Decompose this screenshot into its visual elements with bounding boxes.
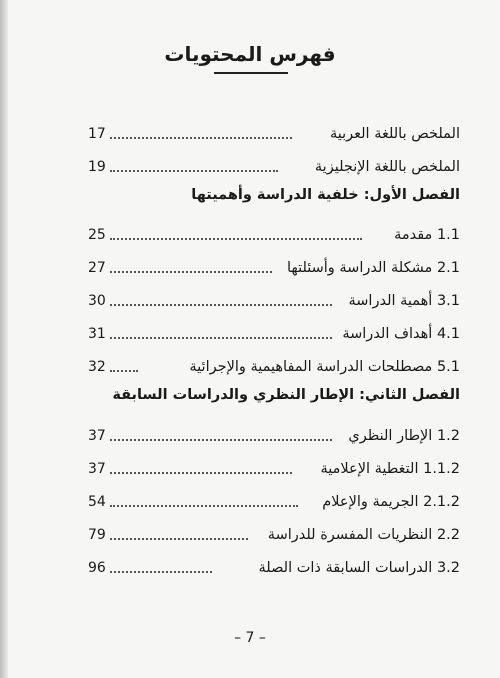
toc-entry xyxy=(88,420,460,446)
toc-entry-label: 2.1 مشكلة الدراسة وأسئلتها xyxy=(286,260,460,276)
page-title: فهرس المحتويات xyxy=(164,42,336,66)
toc-entry-page: 19 xyxy=(88,159,106,175)
toc-entry-page: 54 xyxy=(88,494,106,510)
toc-leader-dots xyxy=(110,304,332,306)
toc-leader-dots xyxy=(110,337,332,339)
toc-entry-label: 3.2 الدراسات السابقة ذات الصلة xyxy=(258,560,460,576)
toc-entry-page: 30 xyxy=(88,293,106,309)
toc-entry-page: 96 xyxy=(88,560,106,576)
toc-entry xyxy=(88,552,460,578)
toc-entry xyxy=(88,285,460,311)
toc-entry-label: 2.1.2 الجريمة والإعلام xyxy=(322,494,460,510)
toc-entry xyxy=(88,351,460,377)
toc-entry-label: الملخص باللغة الإنجليزية xyxy=(314,159,460,175)
toc-entry xyxy=(88,118,460,144)
chapter-heading-1: الفصل الأول: خلفية الدراسة وأهميتها xyxy=(191,187,460,203)
toc-leader-dots xyxy=(110,370,138,372)
toc-entry-label: 1.1 مقدمة xyxy=(394,227,460,243)
toc-entry-label: 1.1.2 التغطية الإعلامية xyxy=(320,461,460,477)
toc-leader-dots xyxy=(110,439,332,441)
chapter-heading-2: الفصل الثاني: الإطار النظري والدراسات السابقة xyxy=(112,387,460,403)
toc-leader-dots xyxy=(110,271,272,273)
toc-entry-label: الملخص باللغة العربية xyxy=(329,126,460,142)
toc-entry xyxy=(88,252,460,278)
toc-entry-label: 2.2 النظريات المفسرة للدراسة xyxy=(267,527,460,543)
toc-entry-page: 17 xyxy=(88,126,106,142)
toc-entry xyxy=(88,318,460,344)
toc-leader-dots xyxy=(110,538,248,540)
toc-leader-dots xyxy=(110,137,292,139)
toc-leader-dots xyxy=(110,170,278,172)
toc-entry xyxy=(88,519,460,545)
toc-entry-label: 5.1 مصطلحات الدراسة المفاهيمية والإجرائية xyxy=(189,359,460,375)
toc-entry-label: 1.2 الإطار النظري xyxy=(348,428,460,444)
title-underline xyxy=(214,72,288,74)
toc-leader-dots xyxy=(110,238,362,240)
toc-leader-dots xyxy=(110,571,212,573)
toc-entry-label: 3.1 أهمية الدراسة xyxy=(348,293,460,309)
toc-entry xyxy=(88,486,460,512)
toc-leader-dots xyxy=(110,472,292,474)
toc-entry-page: 25 xyxy=(88,227,106,243)
toc-entry xyxy=(88,151,460,177)
page-number-footer: – 7 – xyxy=(234,630,266,646)
toc-entry xyxy=(88,219,460,245)
toc-entry-page: 31 xyxy=(88,326,106,342)
toc-entry-page: 32 xyxy=(88,359,106,375)
toc-entry xyxy=(88,453,460,479)
toc-leader-dots xyxy=(110,505,298,507)
toc-entry-page: 37 xyxy=(88,428,106,444)
toc-entry-page: 27 xyxy=(88,260,106,276)
toc-entry-page: 37 xyxy=(88,461,106,477)
toc-entry-page: 79 xyxy=(88,527,106,543)
toc-entry-label: 4.1 أهداف الدراسة xyxy=(342,326,460,342)
page-edge-shadow xyxy=(0,0,8,678)
